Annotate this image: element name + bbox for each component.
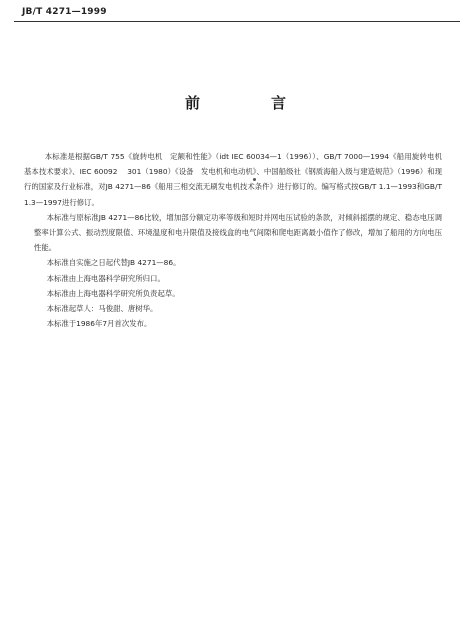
- paragraph-drafted-by: 本标准由上海电器科学研究所负责起草。: [46, 288, 180, 298]
- header-rule: [14, 21, 460, 22]
- paragraph-changes: 本标准与原标准JB 4271—86比较，增加部分额定功率等级和短时并网电压试验的条款，对倾斜摇摆的规定、稳态电压调整率计算公式、振动烈度限值、环境温度和电升限值及接线盒的电气间隙和爬电距离最小值作了修改，增加了船用的方向电压性能。: [34, 212, 442, 253]
- standard-code-header: JB/T 4271—1999: [22, 7, 107, 17]
- preface-body: [24, 149, 442, 331]
- paragraph-replaces: 本标准自实施之日起代替JB 4271—86。: [46, 258, 181, 268]
- scan-speck: [253, 178, 256, 181]
- paragraph-first-issued: 本标准于1986年7月首次发布。: [46, 319, 152, 329]
- paragraph-drafters: 本标准起草人：马俊甜、唐树华。: [46, 304, 158, 314]
- paragraph-proposed-by: 本标准由上海电器科学研究所归口。: [46, 273, 165, 283]
- page-title: 前 言: [184, 94, 314, 112]
- paragraph-basis: 本标准是根据GB/T 755《旋转电机 定额和性能》（idt IEC 60034—1（1996））、GB/T 7000—1994《船用旋转电机基本技术要求》、IEC 60092 301（1980）《设备 发电机和电动机》、中国船级社《钢质海船入级与建造规范》（1996）和现行的国家及行业标准，对JB 4271—86《船用三相交流无刷发电机技术条件》进行修订的。编写格式按GB/T 1.1—1993和GB/T 1.3—1997进行修订。: [24, 152, 442, 207]
